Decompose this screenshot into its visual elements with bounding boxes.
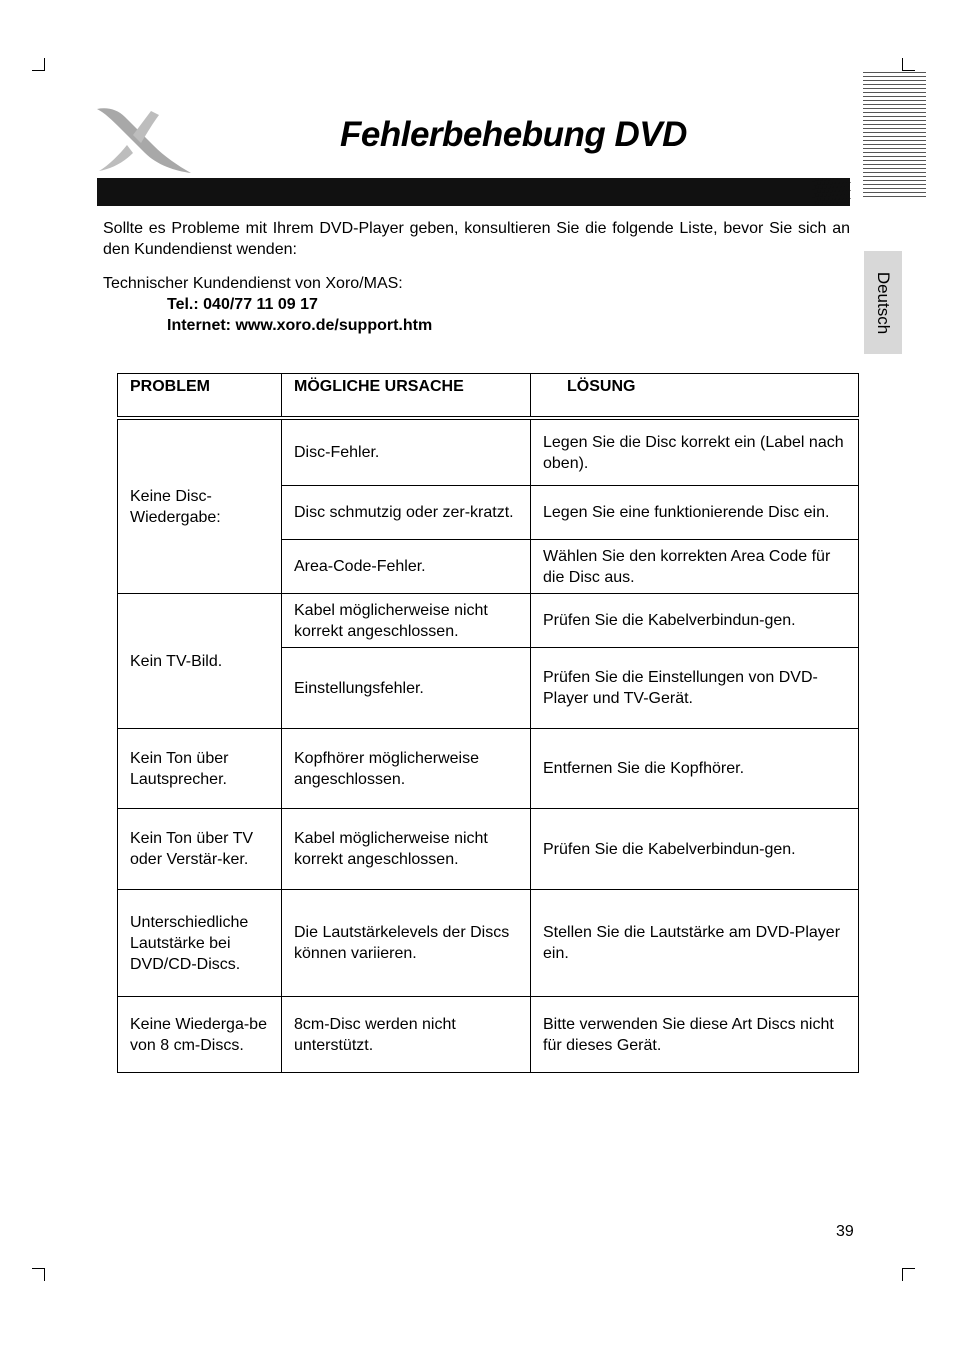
- solution-cell: Prüfen Sie die Einstellungen von DVD-Player und TV-Gerät.: [531, 648, 859, 729]
- language-side-tab-label: Deutsch: [874, 271, 893, 334]
- solution-cell: Bitte verwenden Sie diese Art Discs nicht für dieses Gerät.: [531, 997, 859, 1073]
- solution-cell: Stellen Sie die Lautstärke am DVD-Player ein.: [531, 890, 859, 997]
- table-row: [118, 997, 859, 1073]
- page-number: 39: [836, 1223, 854, 1240]
- cause-cell: Einstellungsfehler.: [282, 648, 531, 729]
- crop-mark-top-left: [32, 58, 45, 71]
- cause-cell: Kopfhörer möglicherweise angeschlossen.: [282, 729, 531, 809]
- support-info: [103, 273, 432, 336]
- cause-cell: Disc schmutzig oder zer-kratzt.: [282, 486, 531, 540]
- problem-cell: Keine Wiederga-be von 8 cm-Discs.: [118, 997, 282, 1073]
- language-side-tab: [864, 251, 902, 354]
- table-row: [118, 594, 859, 648]
- solution-cell: Legen Sie die Disc korrekt ein (Label nach oben).: [531, 420, 859, 486]
- solution-cell: Wählen Sie den korrekten Area Code für die Disc aus.: [531, 540, 859, 594]
- cause-cell: Area-Code-Fehler.: [282, 540, 531, 594]
- table-row: [118, 890, 859, 997]
- support-label: Technischer Kundendienst von Xoro/MAS:: [103, 275, 403, 292]
- cause-cell: 8cm-Disc werden nicht unterstützt.: [282, 997, 531, 1073]
- xoro-logo: [95, 105, 195, 177]
- problem-cell: Kein Ton über TV oder Verstär-ker.: [118, 809, 282, 890]
- troubleshooting-table: [117, 373, 859, 1073]
- support-internet: Internet: www.xoro.de/support.htm: [167, 317, 433, 334]
- crop-mark-bottom-right: [902, 1268, 915, 1281]
- intro-paragraph: Sollte es Probleme mit Ihrem DVD-Player geben, konsultieren Sie die folgende Liste, bevor Sie sich an den Kundendienst wenden:: [103, 220, 850, 258]
- problem-cell: Kein TV-Bild.: [118, 594, 282, 729]
- header-bar-halftone: [812, 178, 852, 206]
- problem-cell: Unterschiedliche Lautstärke bei DVD/CD-Discs.: [118, 890, 282, 997]
- page-title: Fehlerbehebung DVD: [340, 115, 687, 154]
- table-row: [118, 420, 859, 486]
- support-tel: Tel.: 040/77 11 09 17: [167, 296, 318, 313]
- solution-cell: Prüfen Sie die Kabelverbindun-gen.: [531, 809, 859, 890]
- cause-cell: Die Lautstärkelevels der Discs können variieren.: [282, 890, 531, 997]
- table-row: [118, 809, 859, 890]
- header-problem: PROBLEM: [118, 374, 282, 417]
- solution-cell: Legen Sie eine funktionierende Disc ein.: [531, 486, 859, 540]
- solution-cell: Prüfen Sie die Kabelverbindun-gen.: [531, 594, 859, 648]
- problem-cell: Kein Ton über Lautsprecher.: [118, 729, 282, 809]
- crop-mark-top-right: [902, 58, 915, 71]
- header-cause: MÖGLICHE URSACHE: [282, 374, 531, 417]
- table-header-row: [118, 374, 859, 417]
- header-bar: [97, 178, 850, 206]
- crop-mark-bottom-left: [32, 1268, 45, 1281]
- problem-cell: Keine Disc-Wiedergabe:: [118, 420, 282, 594]
- solution-cell: Entfernen Sie die Kopfhörer.: [531, 729, 859, 809]
- header-solution: LÖSUNG: [531, 374, 859, 417]
- cause-cell: Disc-Fehler.: [282, 420, 531, 486]
- decorative-stripes: [863, 72, 926, 200]
- cause-cell: Kabel möglicherweise nicht korrekt angeschlossen.: [282, 594, 531, 648]
- table-row: [118, 729, 859, 809]
- cause-cell: Kabel möglicherweise nicht korrekt angeschlossen.: [282, 809, 531, 890]
